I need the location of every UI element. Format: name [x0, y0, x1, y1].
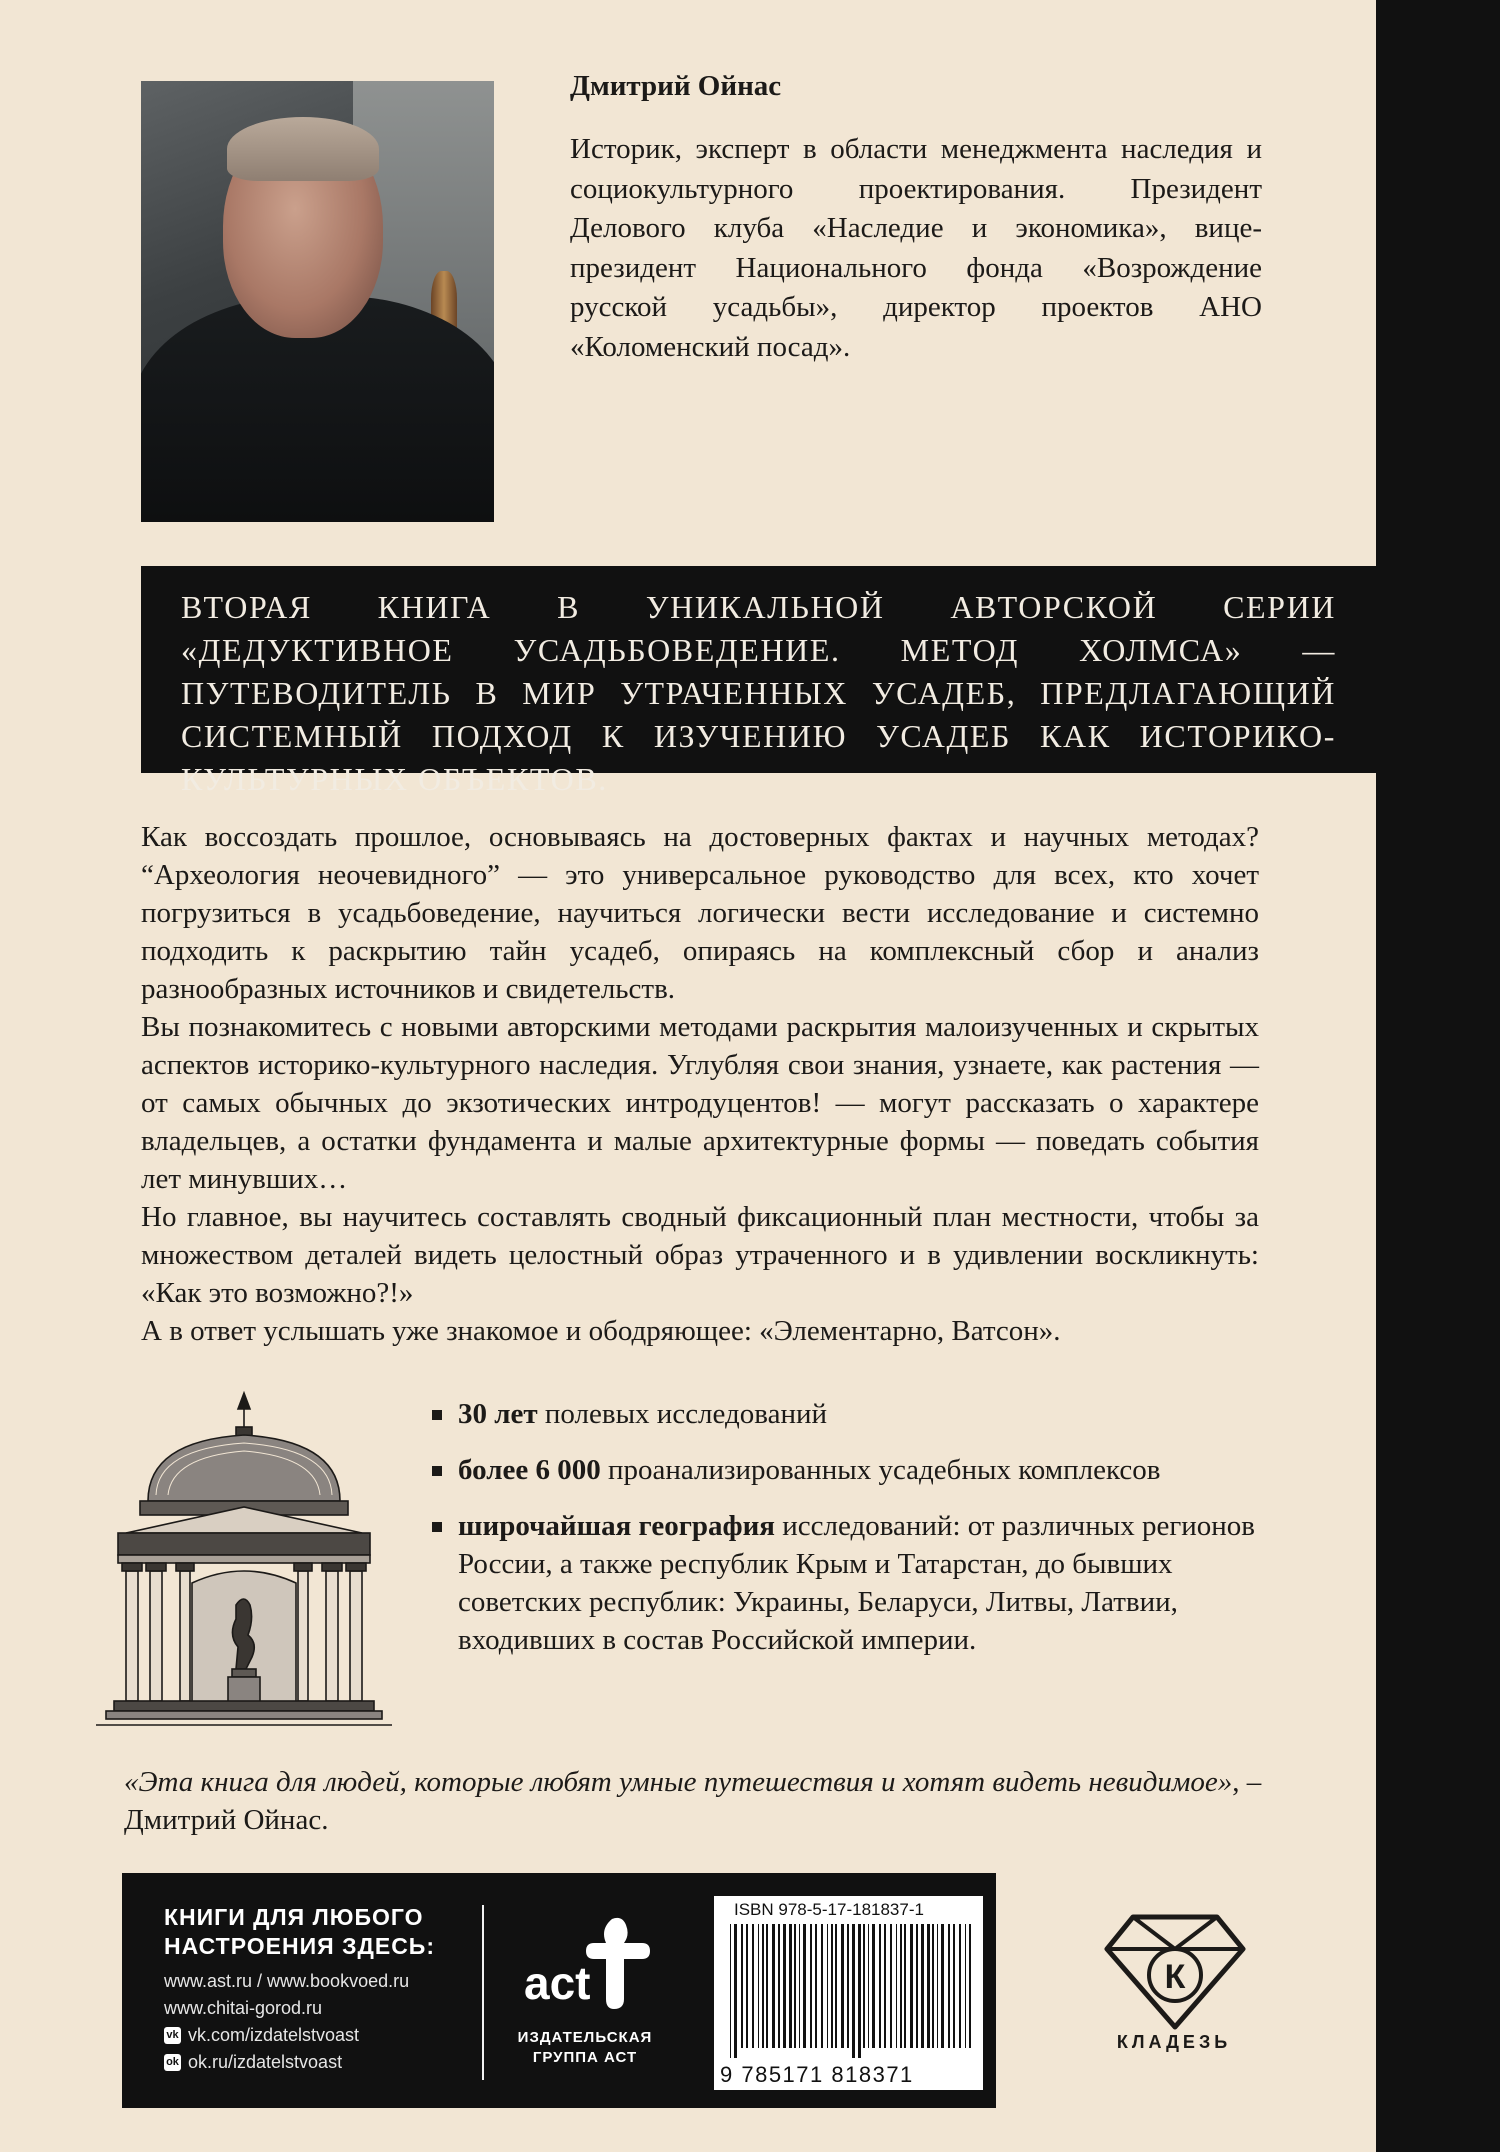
- quote-attribution: , – Дмитрий Ойнас.: [124, 1766, 1262, 1836]
- promo-links: [164, 1968, 409, 2076]
- isbn-digits: 9 785171 818371: [720, 2062, 914, 2087]
- publisher-promo-panel: [122, 1873, 996, 2108]
- author-bio: Историк, эксперт в области менеджмента наследия и социокультурного проектирования. Президент Делового клуба «Наследие и экономика», вице-президент Национального фонда «Возрождение русской усадьбы», директор проектов АНО «Коломенский посад».: [570, 133, 1262, 363]
- description-paragraph: Вы познакомитесь с новыми авторскими методами раскрытия малоизученных и скрытых аспектов историко-культурного наследия. Углубляя свои знания, узнаете, как растения — от самых обычных до экзотических интродуцентов! — могут рассказать о характере владельцев, а остатки фундамента и малые архитектурные формы — поведать события лет минувших…: [141, 1011, 1259, 1195]
- quote-text: «Эта книга для людей, которые любят умные путешествия и хотят видеть невидимое»: [124, 1766, 1233, 1798]
- author-photo: [141, 81, 494, 522]
- ast-logo: [516, 1913, 666, 2013]
- annotation-text: ВТОРАЯ КНИГА В УНИКАЛЬНОЙ АВТОРСКОЙ СЕРИИ «ДЕДУКТИВНОЕ УСАДЬБОВЕДЕНИЕ. МЕТОД ХОЛМСА» — ПУТЕВОДИТЕЛЬ В МИР УТРАЧЕННЫХ УСАДЕБ, ПРЕДЛАГАЮЩИЙ СИСТЕМНЫЙ ПОДХОД К ИЗУЧЕНИЮ УСАДЕБ КАК ИСТОРИКО-КУЛЬТУРНЫХ ОБЪЕКТОВ.: [181, 589, 1336, 797]
- ok-link[interactable]: ok ok.ru/izdatelstvoast: [164, 2049, 409, 2076]
- book-spine-edge: [1376, 0, 1500, 2152]
- vk-link[interactable]: vk vk.com/izdatelstvoast: [164, 2022, 409, 2049]
- website-link[interactable]: www.chitai-gorod.ru: [164, 1998, 323, 2018]
- description-paragraph: А в ответ услышать уже знакомое и ободряющее: «Элементарно, Ватсон».: [141, 1315, 1061, 1347]
- imprint-name: КЛАДЕЗЬ: [1116, 2032, 1232, 2052]
- promo-heading: КНИГИ ДЛЯ ЛЮБОГО НАСТРОЕНИЯ ЗДЕСЬ:: [164, 1904, 435, 1959]
- author-name: Дмитрий Ойнас: [570, 70, 782, 102]
- annotation-band: [141, 566, 1376, 797]
- promo-divider: [482, 1905, 484, 2080]
- publisher-caption: ИЗДАТЕЛЬСКАЯ ГРУППА АСТ: [517, 2029, 653, 2066]
- barcode: [728, 1924, 972, 2058]
- author-quote: [124, 1763, 1304, 1839]
- fact-item: более 6 000 проанализированных усадебных комплексов: [432, 1451, 1260, 1489]
- rotunda-engraving: [96, 1383, 392, 1747]
- website-links[interactable]: www.ast.ru / www.bookvoed.ru: [164, 1971, 410, 1991]
- ok-icon: ok: [164, 2054, 181, 2071]
- book-description: [141, 818, 1259, 1350]
- fact-item: 30 лет полевых исследований: [432, 1395, 1260, 1433]
- vk-icon: vk: [164, 2027, 181, 2044]
- isbn-label: ISBN 978-5-17-181837-1: [734, 1900, 924, 1919]
- facts-list: [432, 1395, 1260, 1677]
- svg-text:act: act: [524, 1957, 591, 2009]
- isbn-barcode-box: [714, 1896, 983, 2090]
- description-paragraph: Как воссоздать прошлое, основываясь на достоверных фактах и научных методах? “Археология неочевидного” — это универсальное руководство для всех, кто хочет погрузиться в усадьбоведение, научиться логически вести исследование и системно подходить к раскрытию тайн усадеб, опираясь на комплексный сбор и анализ разнообразных источников и свидетельств.: [141, 821, 1259, 1005]
- description-paragraph: Но главное, вы научитесь составлять сводный фиксационный план местности, чтобы за множеством деталей видеть целостный образ утраченного и в удивлении воскликнуть: «Как это возможно?!»: [141, 1201, 1259, 1309]
- fact-item: широчайшая география исследований: от различных регионов России, а также республик Крым и Татарстан, до бывших советских республик: Украины, Беларуси, Литвы, Латвии, входивших в состав Российской империи.: [432, 1507, 1260, 1659]
- kladez-diamond-logo: [1103, 1911, 1247, 2031]
- svg-text:К: К: [1164, 1958, 1186, 1996]
